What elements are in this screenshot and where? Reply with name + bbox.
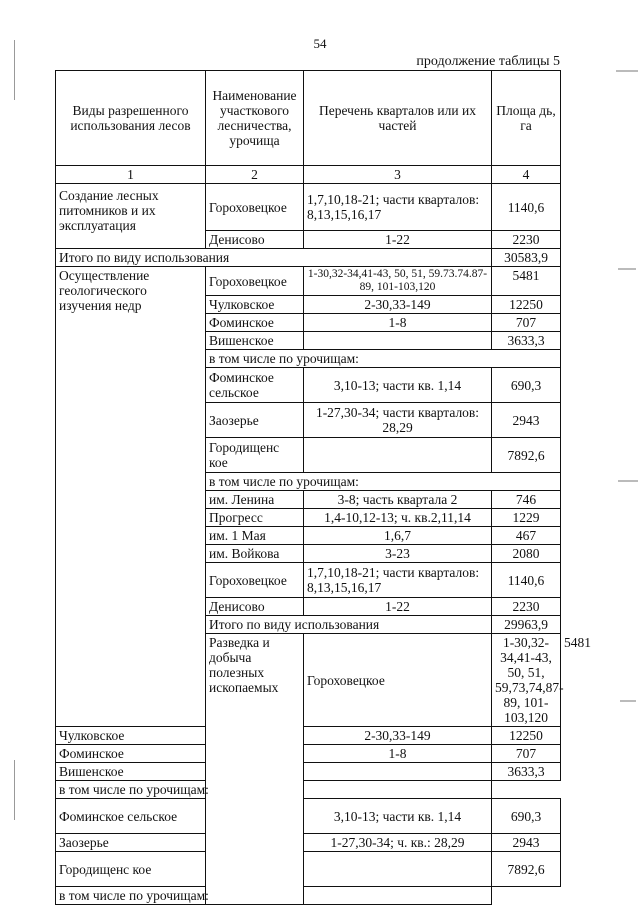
quarters-cell: 1,7,10,18-21; части кварталов: 8,13,15,16,17 <box>304 184 492 231</box>
table-row <box>56 852 561 887</box>
forestry-name-cell: Гороховецкое <box>206 184 304 231</box>
quarters-cell: 3-8; часть квартала 2 <box>304 491 492 509</box>
page-number: 54 <box>313 36 327 51</box>
area-cell: 2080 <box>492 545 561 563</box>
forest-use-table <box>55 70 591 905</box>
use-type-cell: Осуществление геологического изучения недр <box>56 267 206 727</box>
quarters-cell <box>304 332 492 350</box>
header-area: Площа дь, га <box>492 71 561 166</box>
quarters-cell: 1,7,10,18-21; части кварталов: 8,13,15,16,17 <box>304 563 492 598</box>
subgroup-label: в том числе по урочищам: <box>56 781 492 799</box>
scan-edge-mark <box>14 40 15 100</box>
area-cell: 2230 <box>492 231 561 249</box>
area-cell: 3633,3 <box>492 332 561 350</box>
total-value: 30583,9 <box>492 249 561 267</box>
area-cell: 7892,6 <box>492 852 561 887</box>
forestry-name-cell: Городищенс кое <box>56 852 206 887</box>
total-label: Итого по виду использования <box>206 616 492 634</box>
area-cell: 2230 <box>492 598 561 616</box>
quarters-cell: 1-22 <box>304 231 492 249</box>
scan-speck <box>618 268 636 270</box>
area-cell: 1229 <box>492 509 561 527</box>
forestry-name-cell: Фоминское <box>56 745 206 763</box>
area-cell: 690,3 <box>492 368 561 403</box>
quarters-cell: 1-8 <box>304 745 492 763</box>
area-cell: 746 <box>492 491 561 509</box>
area-cell: 2943 <box>492 403 561 438</box>
forestry-name-cell: Фоминское сельское <box>206 368 304 403</box>
quarters-cell: 3,10-13; части кв. 1,14 <box>304 799 492 834</box>
quarters-cell: 3,10-13; части кв. 1,14 <box>304 368 492 403</box>
quarters-cell: 2-30,33-149 <box>304 296 492 314</box>
forestry-name-cell: Гороховецкое <box>206 563 304 598</box>
forestry-name-cell: им. Войкова <box>206 545 304 563</box>
col-number: 4 <box>492 166 561 184</box>
quarters-cell: 1-27,30-34; части кварталов: 28,29 <box>304 403 492 438</box>
forest-use-table-container <box>55 70 591 905</box>
area-cell: 3633,3 <box>492 763 561 781</box>
table-row <box>56 184 561 231</box>
forestry-name-cell: Чулковское <box>56 727 206 745</box>
total-row <box>56 249 561 267</box>
table-row <box>56 267 561 296</box>
quarters-cell: 1-27,30-34; ч. кв.: 28,29 <box>304 834 492 852</box>
forestry-name-cell: Заозерье <box>56 834 206 852</box>
use-type-cell: Разведка и добыча полезных ископаемых <box>206 634 304 905</box>
continuation-label: продолжение таблицы 5 <box>416 54 560 69</box>
subgroup-row <box>56 781 561 799</box>
scan-speck <box>618 480 638 482</box>
forestry-name-cell: Вишенское <box>56 763 206 781</box>
table-row <box>56 834 561 852</box>
quarters-cell: 1,4-10,12-13; ч. кв.2,11,14 <box>304 509 492 527</box>
table-row <box>56 745 561 763</box>
header-forestry-name: Наименование участкового лесничества, урочища <box>206 71 304 166</box>
area-cell: 5481 <box>492 267 561 296</box>
scan-edge-mark <box>14 760 15 820</box>
scan-speck <box>616 70 638 72</box>
forestry-name-cell: Прогресс <box>206 509 304 527</box>
forestry-name-cell: Гороховецкое <box>206 267 304 296</box>
col-number: 1 <box>56 166 206 184</box>
forestry-name-cell: Заозерье <box>206 403 304 438</box>
quarters-cell: 1-22 <box>304 598 492 616</box>
quarters-cell: 1-30,32-34,41-43, 50, 51, 59,73,74,87-89, 101-103,120 <box>492 634 561 727</box>
area-cell: 1140,6 <box>492 184 561 231</box>
forestry-name-cell: Чулковское <box>206 296 304 314</box>
use-type-cell: Создание лесных питомников и их эксплуатация <box>56 184 206 249</box>
subgroup-label: в том числе по урочищам: <box>206 350 561 368</box>
quarters-cell: 2-30,33-149 <box>304 727 492 745</box>
forestry-name-cell: Вишенское <box>206 332 304 350</box>
area-cell: 467 <box>492 527 561 545</box>
quarters-cell: 3-23 <box>304 545 492 563</box>
area-cell: 707 <box>492 745 561 763</box>
total-value: 29963,9 <box>492 616 561 634</box>
total-label: Итого по виду использования <box>56 249 492 267</box>
header-use-type: Виды разрешенного использования лесов <box>56 71 206 166</box>
forestry-name-cell: Фоминское <box>206 314 304 332</box>
table-row <box>56 799 561 834</box>
col-number: 3 <box>304 166 492 184</box>
table-row <box>56 763 561 781</box>
area-cell: 1140,6 <box>492 563 561 598</box>
forestry-name-cell: им. 1 Мая <box>206 527 304 545</box>
forestry-name-cell: им. Ленина <box>206 491 304 509</box>
quarters-cell: 1-8 <box>304 314 492 332</box>
area-cell: 707 <box>492 314 561 332</box>
quarters-cell: 1-30,32-34,41-43, 50, 51, 59.73.74.87-89, 101-103,120 <box>304 267 492 296</box>
forestry-name-cell: Денисово <box>206 598 304 616</box>
column-number-row <box>56 166 561 184</box>
forestry-name-cell: Гороховецкое <box>304 634 492 727</box>
area-cell: 12250 <box>492 727 561 745</box>
subgroup-label: в том числе по урочищам: <box>56 887 492 905</box>
col-number: 2 <box>206 166 304 184</box>
area-cell: 7892,6 <box>492 438 561 473</box>
forestry-name-cell: Фоминское сельское <box>56 799 206 834</box>
forestry-name-cell: Городищенс кое <box>206 438 304 473</box>
subgroup-label: в том числе по урочищам: <box>206 473 561 491</box>
scan-speck <box>620 700 636 702</box>
quarters-cell <box>304 438 492 473</box>
area-cell: 690,3 <box>492 799 561 834</box>
table-header-row <box>56 71 561 166</box>
area-cell: 12250 <box>492 296 561 314</box>
table-row: Разведка и добыча полезных ископаемых Гороховецкое 1-30,32-34,41-43, 50, 51, 59,73,74,87-89, 101-103,120 5481 <box>56 634 561 727</box>
area-cell: 2943 <box>492 834 561 852</box>
quarters-cell <box>304 763 492 781</box>
table-row <box>56 727 561 745</box>
subgroup-row <box>56 887 561 905</box>
quarters-cell: 1,6,7 <box>304 527 492 545</box>
forestry-name-cell: Денисово <box>206 231 304 249</box>
header-quarters: Перечень кварталов или их частей <box>304 71 492 166</box>
quarters-cell <box>304 852 492 887</box>
